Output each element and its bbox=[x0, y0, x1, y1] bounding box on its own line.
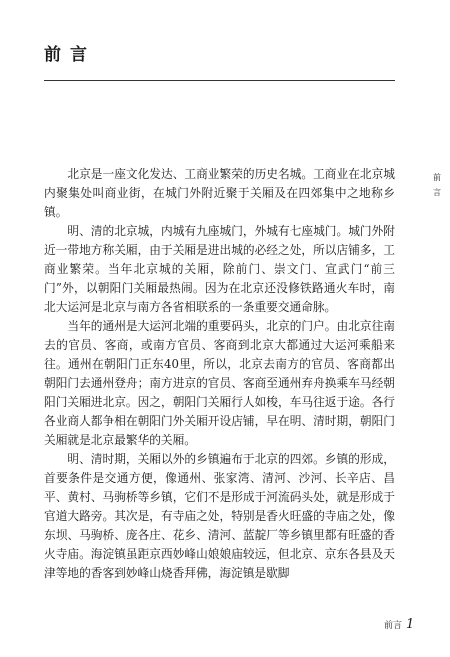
page-number: 1 bbox=[406, 617, 415, 632]
paragraph-3: 当年的通州是大运河北端的重要码头，北京的门户。由北京往南去的官员、客商，或南方官员、客商到北京大都通过大运河乘船来往。通州在朝阳门正东40里，所以，北京去南方的官员、客商都出朝阳门去通州登舟；南方进京的官员、客商至通州弃舟换乘车马经朝阳门关厢进北京。因之，朝阳门关厢行人如梭，车马往返于途。各行各业商人都争相在朝阳门外关厢开设店铺，早在明、清时期，朝阳门关厢就是北京最繁华的关厢。 bbox=[44, 319, 395, 447]
page-title: 前言 bbox=[44, 45, 96, 65]
paragraph-4: 明、清时期，关厢以外的乡镇遍布于北京的四郊。乡镇的形成，首要条件是交通方便，像通州、张家湾、清河、沙河、长辛店、昌平、黄村、马驹桥等乡镇，它们不是形成于河流码头处，就是形成于官道大路旁。其次是，有寺庙之处，特别是香火旺盛的寺庙之处，像东坝、马驹桥、庞各庄、花乡、清河、蓝靛厂等乡镇里都有旺盛的香火寺庙。海淀镇虽距京西妙峰山娘娘庙较远，但北京、京东各县及天津等地的香客到妙峰山烧香拜佛，海淀镇是歇脚 bbox=[44, 452, 395, 580]
side-tab-label: 前言 bbox=[433, 173, 441, 197]
footer-section-label: 前言 bbox=[384, 621, 403, 631]
paragraph-1: 北京是一座文化发达、工商业繁荣的历史名城。工商业在北京城内聚集处叫商业街，在城门外附近聚于关厢及在四郊集中之地称乡镇。 bbox=[44, 167, 395, 219]
title-rule bbox=[44, 80, 395, 81]
paragraph-2: 明、清的北京城，内城有九座城门，外城有七座城门。城门外附近一带地方称关厢，由于关厢是进出城的必经之处，所以店铺多，工商业繁荣。当年北京城的关厢，除前门、崇文门、宣武门“前三门”外，以朝阳门关厢最热闹。因为在北京还没修铁路通火车时，南北大运河是北京与南方各省相联系的一条重要交通命脉。 bbox=[44, 224, 395, 314]
body-text bbox=[44, 165, 395, 583]
page-footer bbox=[384, 617, 414, 634]
